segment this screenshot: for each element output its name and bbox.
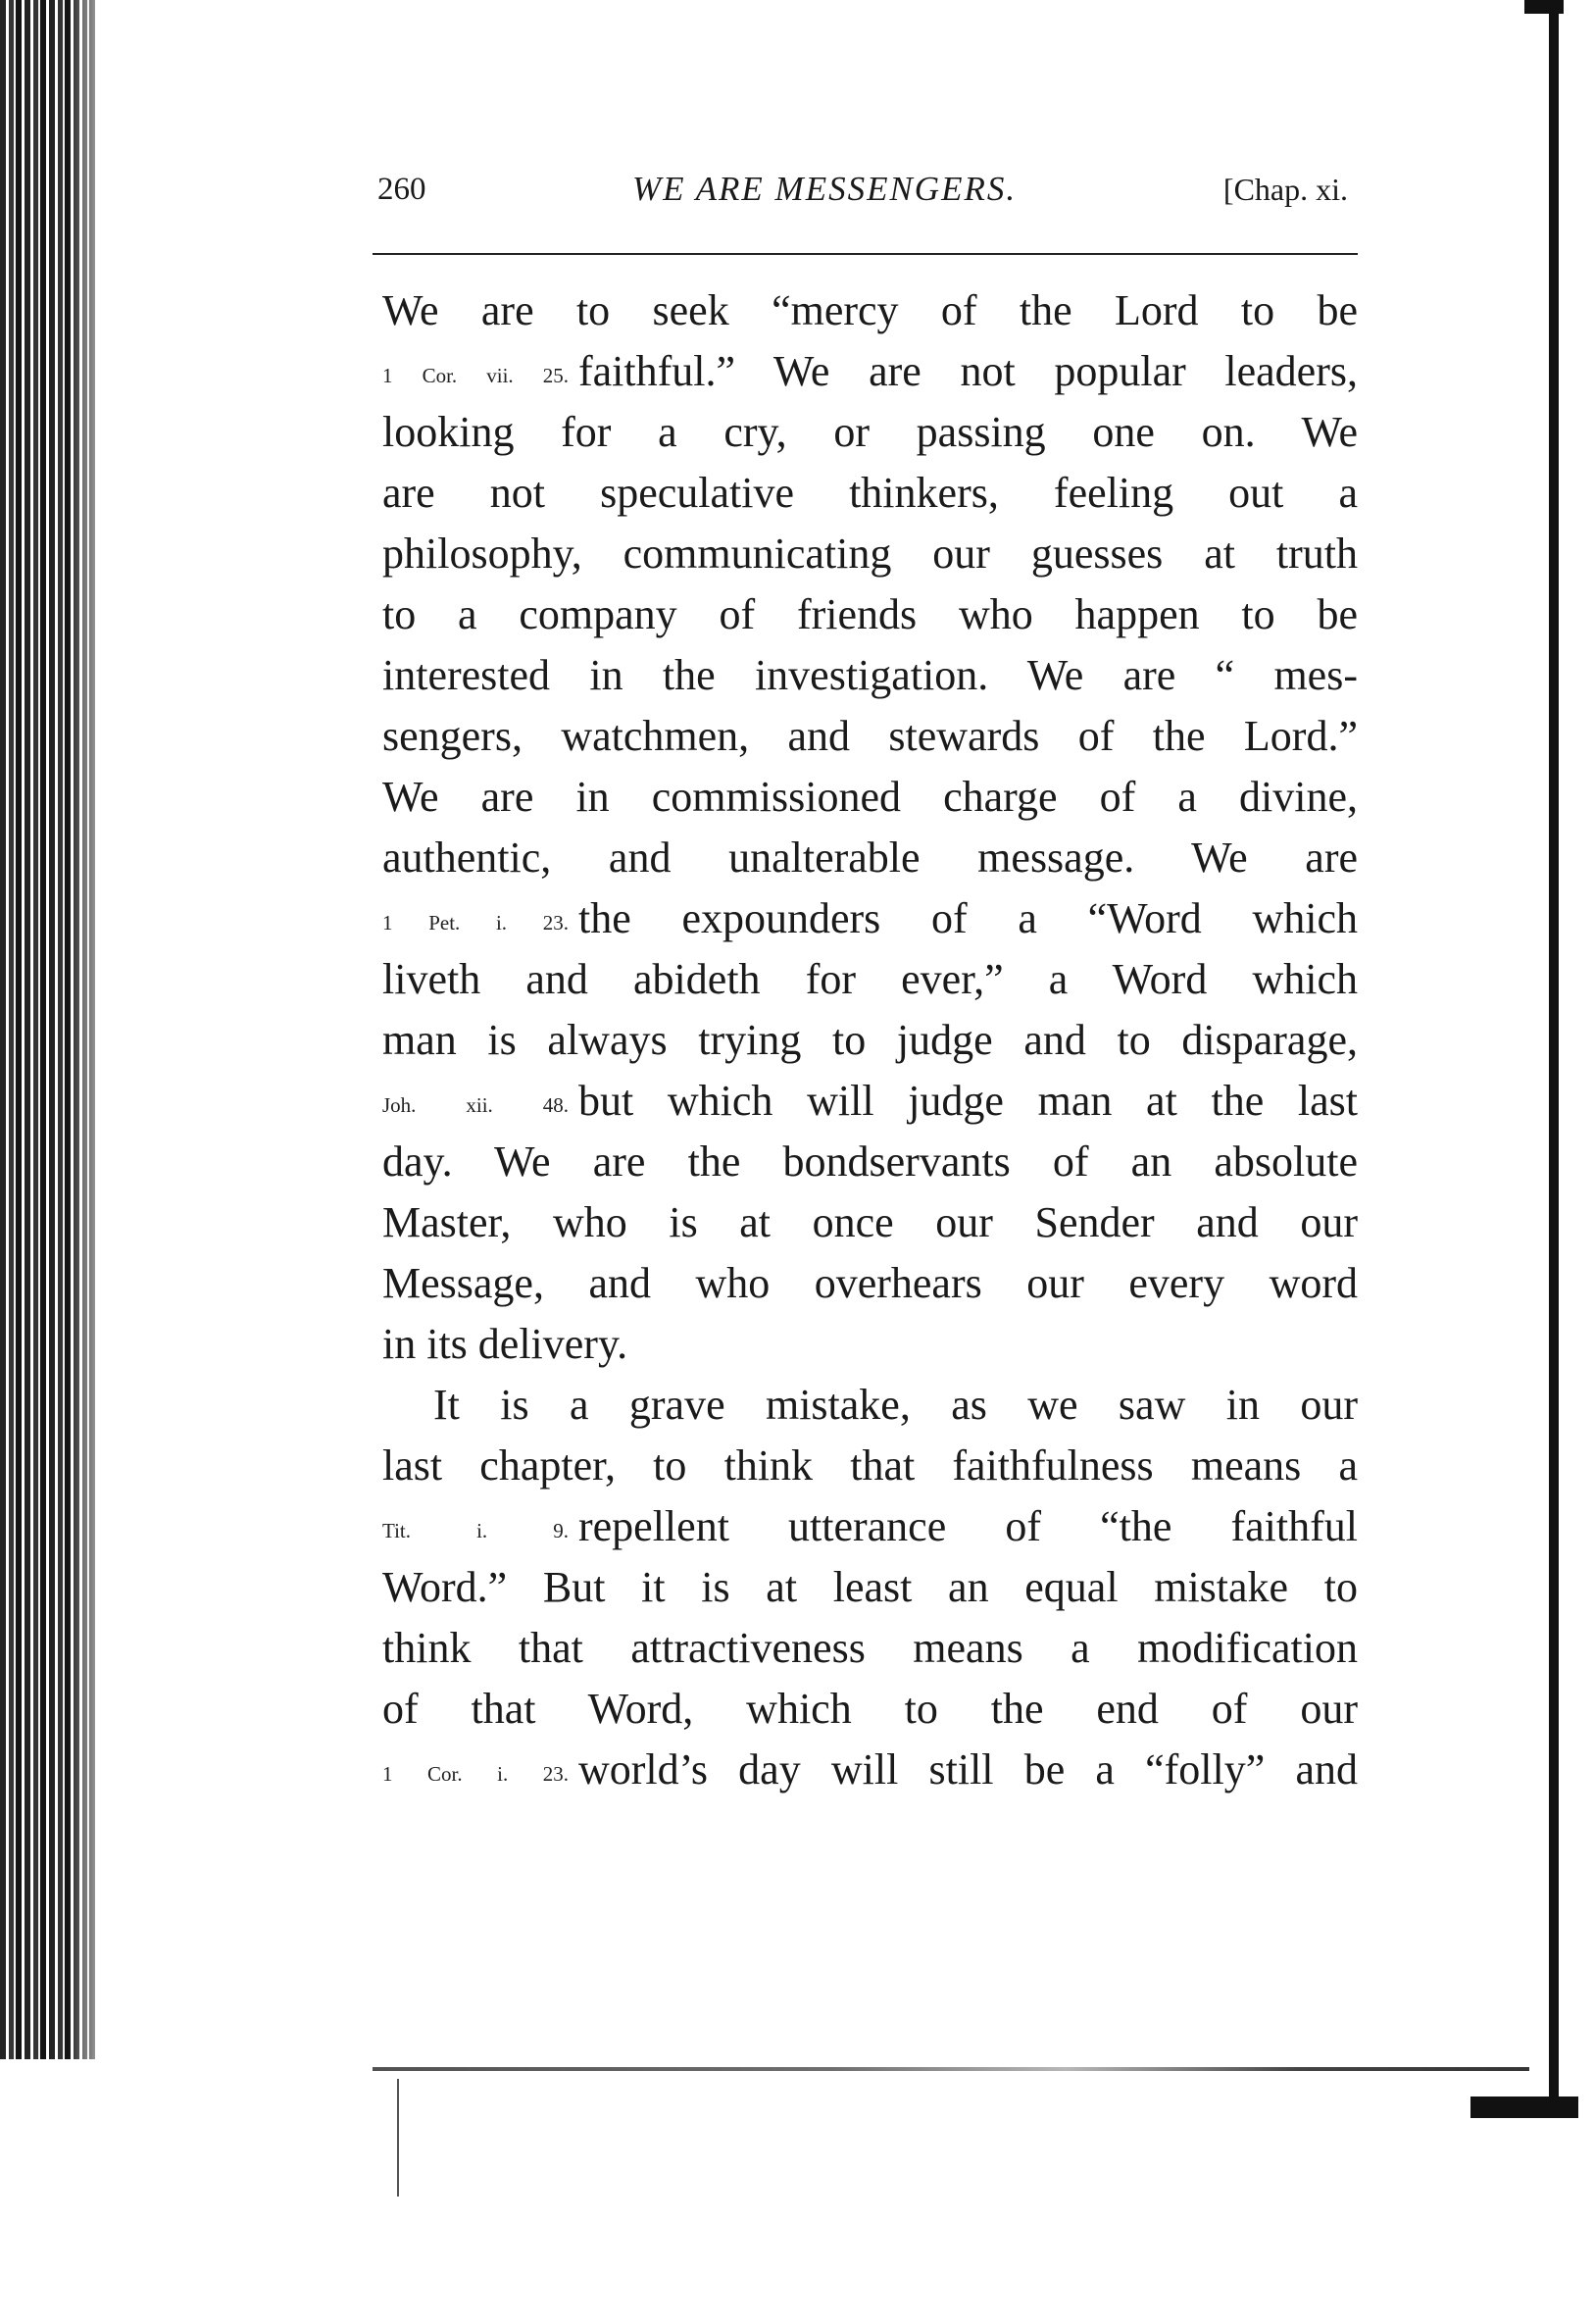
text-line: Message, and who overhears our every word [382, 1259, 1358, 1307]
margin-reference: 1 Pet. i. 23. [382, 911, 569, 935]
text-line: man is always trying to judge and to disparage, [382, 1016, 1358, 1064]
text-line: authentic, and unalterable message. We are [382, 834, 1358, 882]
text-line: Joh. xii. 48. but which will judge man at the last [578, 1071, 1358, 1132]
running-head [373, 172, 1358, 230]
text-line: last chapter, to think that faithfulness means a [382, 1441, 1358, 1490]
chapter-reference: [Chap. xi. [1222, 172, 1348, 207]
running-title: WE ARE MESSENGERS. [632, 170, 1018, 208]
text-line: Tit. i. 9. repellent utterance of “the faithful [578, 1496, 1358, 1557]
page-bottom-edge [373, 2067, 1529, 2071]
text-line: 1 Cor. vii. 25. faithful.” We are not popular leaders, [578, 341, 1358, 402]
page-edge-right [1549, 0, 1559, 2118]
text-line: We are to seek “mercy of the Lord to be [382, 286, 1358, 334]
page-edge-foot [1470, 2097, 1578, 2118]
text-line: We are in commissioned charge of a divine, [382, 773, 1358, 821]
text-line: liveth and abideth for ever,” a Word which [382, 955, 1358, 1003]
text-line: interested in the investigation. We are “ mes- [382, 651, 1358, 699]
text-line: are not speculative thinkers, feeling out a [382, 469, 1358, 517]
text-line: 1 Pet. i. 23. the expounders of a “Word which [578, 888, 1358, 949]
text-line: philosophy, communicating our guesses at truth [382, 530, 1358, 578]
header-rule [373, 253, 1358, 255]
text-line: to a company of friends who happen to be [382, 590, 1358, 638]
text-line: sengers, watchmen, and stewards of the Lord.” [382, 712, 1358, 760]
page-bottom-tick [397, 2079, 399, 2197]
text-line: think that attractiveness means a modification [382, 1624, 1358, 1672]
text-line: in its delivery. [382, 1320, 628, 1368]
text-line: Master, who is at once our Sender and our [382, 1198, 1358, 1246]
page-number: 260 [377, 172, 426, 207]
text-line: looking for a cry, or passing one on. We [382, 408, 1358, 456]
paragraph-start: It is a grave mistake, as we saw in our [433, 1381, 1358, 1429]
margin-reference: Tit. i. 9. [382, 1519, 569, 1542]
body-text [382, 280, 1358, 1800]
text-line: 1 Cor. i. 23. world’s day will still be a “folly” and [578, 1740, 1358, 1800]
margin-reference: 1 Cor. vii. 25. [382, 364, 569, 387]
margin-reference: 1 Cor. i. 23. [382, 1762, 569, 1786]
spine-fade [69, 0, 98, 2059]
text-line: of that Word, which to the end of our [382, 1685, 1358, 1733]
margin-reference: Joh. xii. 48. [382, 1093, 569, 1117]
text-line: day. We are the bondservants of an absolute [382, 1137, 1358, 1186]
text-line: Word.” But it is at least an equal mistake to [382, 1563, 1358, 1611]
